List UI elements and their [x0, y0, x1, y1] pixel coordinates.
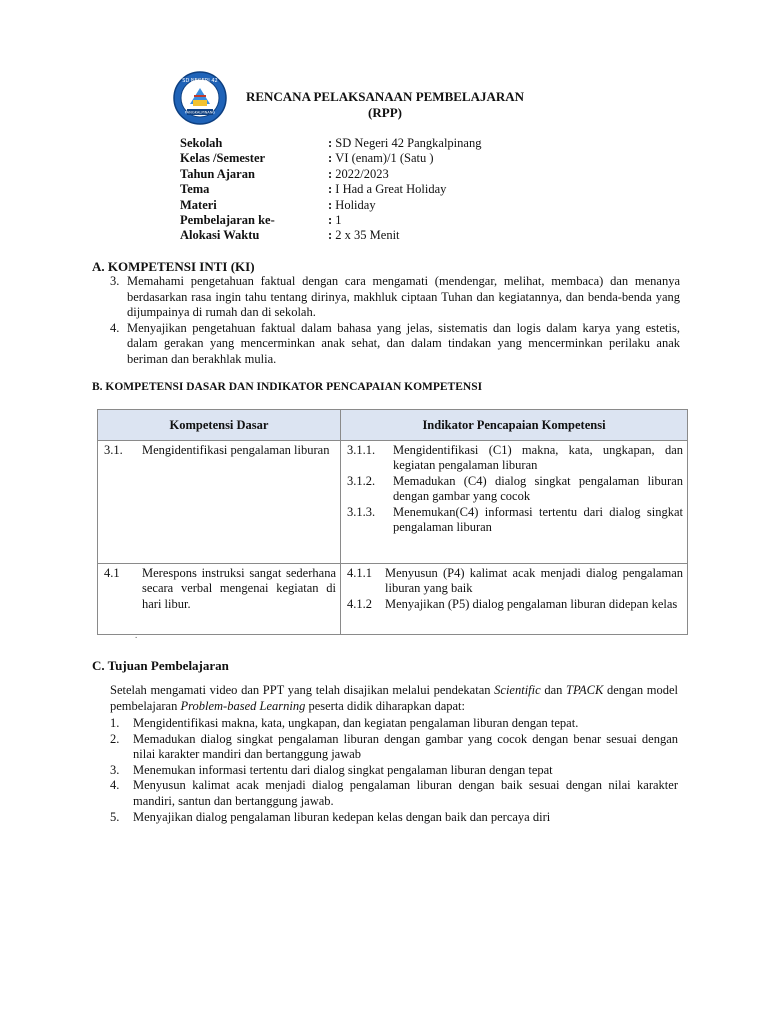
identity-separator: :: [328, 182, 336, 197]
indicator-cell: [341, 441, 688, 564]
identity-separator: :: [328, 151, 336, 166]
tujuan-text: Menyajikan dialog pengalaman liburan kedepan kelas dengan baik dan percaya diri: [133, 809, 551, 824]
ki-text: Memahami pengetahuan faktual dengan cara mengamati (mendengar, melihat, membaca) dan menanya berdasarkan rasa ingin tahu tentang dirinya, makhluk ciptaan Tuhan dan kegiatannya, dan benda-benda yang dijumpainya di rumah dan di sekolah.: [127, 274, 680, 320]
kd-code: 3.1.: [104, 443, 123, 457]
identity-value-text: SD Negeri 42 Pangkalpinang: [335, 136, 482, 150]
table-row: [98, 441, 688, 564]
identity-label: Tema: [180, 182, 210, 197]
tujuan-intro: [110, 682, 678, 714]
table-row: [98, 564, 688, 635]
identity-label: Materi: [180, 197, 217, 212]
tujuan-number: 3.: [110, 762, 120, 777]
list-item: [110, 716, 678, 732]
identity-separator: :: [328, 166, 336, 181]
tujuan-text: Menyusun kalimat acak menjadi dialog pengalaman liburan dengan baik sesuai dengan nilai karakter mandiri, santun dan bertanggung jawab.: [133, 778, 678, 808]
section-b-heading: B. KOMPETENSI DASAR DAN INDIKATOR PENCAPAIAN KOMPETENSI: [92, 381, 483, 393]
intro-italic: TPACK: [566, 683, 604, 697]
ki-text: Menyajikan pengetahuan faktual dalam bahasa yang jelas, sistematis dan logis dalam karya yang estetis, dalam gerakan yang mencerminkan anak sehat, dan dalam tindakan yang mencerminkan perilaku anak beriman dan berakhlak mulia.: [127, 320, 680, 366]
intro-text: dan: [540, 683, 567, 697]
intro-text: peserta didik diharapkan dapat:: [305, 699, 465, 713]
list-item: [110, 778, 678, 809]
identity-separator: :: [328, 228, 336, 243]
intro-italic: Problem-based Learning: [180, 699, 306, 713]
identity-value: [328, 213, 342, 228]
intro-text: Setelah mengamati video dan PPT yang telah disajikan melalui pendekatan: [110, 683, 495, 697]
tujuan-text: Memadukan dialog singkat pengalaman liburan dengan gambar yang cocok dengan benar sesuai dengan nilai karakter mandiri dan bertanggung jawab: [133, 731, 678, 762]
stray-mark: .: [135, 630, 138, 640]
identity-separator: :: [328, 136, 336, 150]
table-header-kd: Kompetensi Dasar: [98, 410, 341, 441]
indicator-code: 4.1.2: [347, 596, 372, 611]
ki-list: [110, 274, 680, 368]
intro-italic: Scientific: [494, 683, 541, 697]
indicator-code: 4.1.1: [347, 566, 372, 580]
kd-code: 4.1: [104, 566, 120, 580]
identity-value: [328, 151, 434, 166]
kd-text: Mengidentifikasi pengalaman liburan: [142, 443, 330, 457]
identity-label: Tahun Ajaran: [180, 166, 255, 181]
identity-value-text: 2022/2023: [335, 166, 389, 181]
identity-value: [328, 182, 446, 197]
identity-label: Alokasi Waktu: [180, 228, 260, 243]
identity-separator: :: [328, 212, 336, 227]
logo-top-text: SD NEGERI 42: [182, 78, 218, 84]
identity-label: Sekolah: [180, 136, 223, 150]
logo-bottom-text: PANGKALPINANG: [184, 110, 216, 115]
tujuan-number: 5.: [110, 809, 120, 824]
indicator-code: 3.1.3.: [347, 504, 376, 519]
indicator-code: 3.1.2.: [347, 473, 376, 488]
indicator-code: 3.1.1.: [347, 443, 376, 457]
tujuan-number: 2.: [110, 731, 120, 746]
indicator-text: Memadukan (C4) dialog singkat pengalaman liburan dengan gambar yang cocok: [393, 473, 683, 504]
indicator-cell: [341, 564, 688, 635]
tujuan-text: Menemukan informasi tertentu dari dialog singkat pengalaman liburan dengan tepat: [133, 762, 553, 777]
document-title: [180, 89, 590, 121]
identity-value: [328, 136, 481, 151]
identity-value-text: VI (enam)/1 (Satu ): [335, 151, 434, 166]
identity-value: [328, 167, 389, 182]
tujuan-list: [110, 716, 678, 825]
indicator-text: Menyusun (P4) kalimat acak menjadi dialog pengalaman liburan yang baik: [385, 566, 683, 596]
identity-value-text: I Had a Great Holiday: [335, 182, 447, 197]
tujuan-number: 1.: [110, 716, 120, 730]
kd-table: [97, 409, 687, 635]
list-item: [110, 732, 678, 763]
section-a-heading: A. KOMPETENSI INTI (KI): [92, 259, 255, 274]
title-line-2: (RPP): [368, 105, 402, 120]
list-item: [110, 763, 678, 779]
kd-cell: [98, 441, 341, 564]
ki-number: 3.: [110, 274, 120, 288]
identity-value-text: Holiday: [335, 197, 376, 212]
indicator-text: Menyajikan (P5) dialog pengalaman liburan didepan kelas: [385, 596, 678, 611]
tujuan-number: 4.: [110, 778, 120, 793]
table-header-ipk: Indikator Pencapaian Kompetensi: [341, 410, 688, 441]
identity-value-text: 2 x 35 Menit: [335, 228, 400, 243]
identity-value-text: 1: [335, 212, 342, 227]
section-c-heading: C. Tujuan Pembelajaran: [92, 658, 229, 673]
identity-label: Kelas /Semester: [180, 151, 266, 166]
indicator-text: Mengidentifikasi (C1) makna, kata, ungkapan, dan kegiatan pengalaman liburan: [393, 443, 683, 473]
ki-number: 4.: [110, 320, 120, 335]
kd-text: Merespons instruksi sangat sederhana secara verbal mengenai kegiatan di hari libur.: [142, 566, 336, 611]
intro-text: dengan model pembelajaran: [110, 683, 678, 713]
title-line-1: RENCANA PELAKSANAAN PEMBELAJARAN: [245, 89, 525, 104]
identity-label: Pembelajaran ke-: [180, 212, 275, 227]
identity-value: [328, 228, 400, 243]
kd-cell: [98, 564, 341, 635]
list-item: [110, 321, 680, 368]
list-item: [110, 274, 680, 321]
identity-separator: :: [328, 197, 336, 212]
list-item: [110, 810, 678, 826]
indicator-text: Menemukan(C4) informasi tertentu dari dialog singkat pengalaman liburan: [393, 504, 683, 535]
identity-value: [328, 198, 376, 213]
tujuan-text: Mengidentifikasi makna, kata, ungkapan, dan kegiatan pengalaman liburan dengan tepat.: [133, 716, 579, 730]
